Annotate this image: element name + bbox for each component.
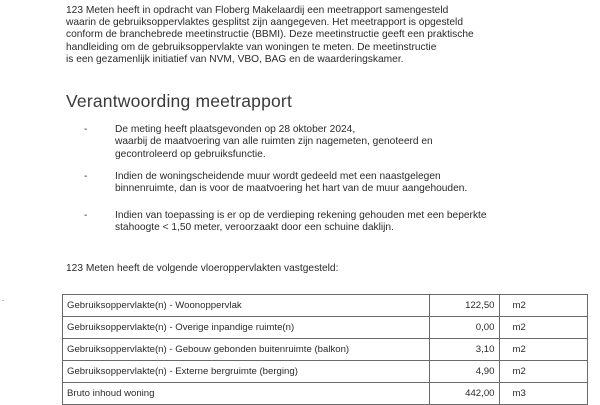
bullet-text — [115, 171, 467, 196]
table-row — [63, 339, 588, 361]
table-row — [63, 317, 588, 339]
row-label: Gebruiksoppervlakte(n) - Externe bergruimte (berging) — [63, 361, 430, 383]
bullet-marker: - — [84, 171, 88, 182]
row-unit: m2 — [500, 317, 588, 339]
table-row — [63, 383, 588, 405]
bullet-line: waarbij de maatvoering van alle ruimten zijn nagemeten, genoteerd en — [115, 136, 433, 148]
row-label: Bruto inhoud woning — [63, 383, 430, 405]
bullet-line: De meting heeft plaatsgevonden op 28 oktober 2024, — [115, 124, 356, 135]
intro-line: 123 Meten heeft in opdracht van Floberg Makelaardij een meetrapport samengesteld — [66, 5, 449, 16]
bullet-line: stahoogte < 1,50 meter, veroorzaakt door een schuine daklijn. — [115, 222, 394, 234]
bullet-line: Indien de woningscheidende muur wordt gedeeld met een naastgelegen — [115, 171, 441, 182]
floor-area-table — [62, 294, 588, 405]
intro-line: is een gezamenlijk initiatief van NVM, VBO, BAG en de waarderingskamer. — [66, 53, 404, 65]
intro-paragraph — [66, 5, 586, 66]
row-value: 0,00 — [430, 317, 500, 339]
row-unit: m3 — [500, 383, 588, 405]
bullet-line: gecontroleerd op gebruiksfunctie. — [115, 148, 266, 160]
row-label: Gebruiksoppervlakte(n) - Woonoppervlak — [63, 295, 430, 317]
bullet-marker: - — [84, 210, 88, 221]
margin-mark: . — [2, 294, 5, 303]
bullet-line: binnenruimte, dan is voor de maatvoering het hart van de muur aangehouden. — [115, 183, 468, 195]
row-unit: m2 — [500, 361, 588, 383]
row-label: Gebruiksoppervlakte(n) - Gebouw gebonden buitenruimte (balkon) — [63, 339, 430, 361]
table-row — [63, 361, 588, 383]
row-value: 442,00 — [430, 383, 500, 405]
bullet-text — [115, 210, 487, 235]
intro-line: conform de branchebrede meetinstructie (BBMI). Deze meetinstructie geeft een praktische — [66, 29, 474, 41]
row-unit: m2 — [500, 295, 588, 317]
section-heading: Verantwoording meetrapport — [66, 91, 293, 111]
table-row — [63, 295, 588, 317]
bullet-line: Indien van toepassing is er op de verdieping rekening gehouden met een beperkte — [115, 210, 487, 221]
intro-line: waarin de gebruiksoppervlaktes gesplitst zijn aangegeven. Het meetrapport is opgesteld — [66, 17, 463, 29]
row-value: 122,50 — [430, 295, 500, 317]
bullet-text — [115, 124, 433, 161]
row-unit: m2 — [500, 339, 588, 361]
row-label: Gebruiksoppervlakte(n) - Overige inpandige ruimte(n) — [63, 317, 430, 339]
row-value: 3,10 — [430, 339, 500, 361]
row-value: 4,90 — [430, 361, 500, 383]
summary-sentence: 123 Meten heeft de volgende vloeroppervlakten vastgesteld: — [66, 263, 339, 274]
bullet-marker: - — [84, 124, 88, 135]
intro-line: handleiding om de gebruiksoppervlakte van woningen te meten. De meetinstructie — [66, 41, 437, 53]
